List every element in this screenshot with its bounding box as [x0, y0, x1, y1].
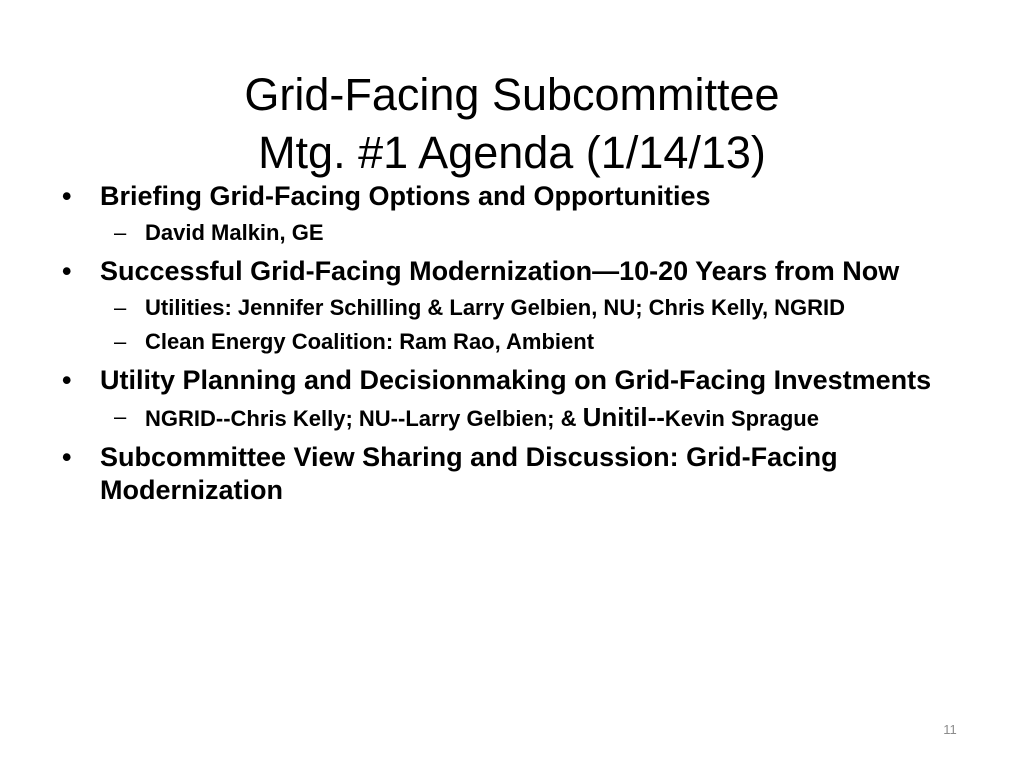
subitem-text: David Malkin, GE	[145, 220, 324, 245]
slide-title	[40, 66, 984, 182]
bullet-icon: •	[62, 181, 72, 211]
subitem-text-part-1: NGRID--Chris Kelly; NU--Larry Gelbien; &	[145, 406, 583, 431]
bullet-icon: •	[62, 365, 72, 395]
agenda-item-planning	[62, 364, 962, 433]
agenda-item-briefing	[62, 180, 962, 247]
agenda-subitem	[100, 294, 962, 322]
agenda-item-text: Utility Planning and Decisionmaking on Grid-Facing Investments	[100, 365, 932, 395]
agenda-subitems	[100, 294, 962, 356]
dash-icon: –	[114, 329, 127, 354]
agenda-item-text: Subcommittee View Sharing and Discussion: Grid-Facing Modernization	[100, 442, 838, 505]
agenda-subitem	[100, 403, 962, 433]
agenda-item-text: Successful Grid-Facing Modernization—10-20 Years from Now	[100, 256, 900, 286]
agenda-item-text: Briefing Grid-Facing Options and Opportunities	[100, 181, 711, 211]
bullet-icon: •	[62, 256, 72, 286]
agenda-subitems	[100, 403, 962, 433]
agenda-subitem	[100, 328, 962, 356]
dash-icon: –	[114, 295, 127, 320]
subitem-text-part-2: Unitil--	[582, 402, 665, 432]
bullet-icon: •	[62, 442, 72, 472]
dash-icon: –	[114, 404, 127, 429]
agenda-item-modernization	[62, 255, 962, 356]
subitem-text: Clean Energy Coalition: Ram Rao, Ambient	[145, 329, 595, 354]
title-line-2: Mtg. #1 Agenda (1/14/13)	[258, 127, 766, 179]
subitem-text: Utilities: Jennifer Schilling & Larry Gelbien, NU; Chris Kelly, NGRID	[145, 295, 846, 320]
agenda-list	[62, 180, 962, 515]
dash-icon: –	[114, 220, 127, 245]
subitem-text-part-3: Kevin Sprague	[664, 406, 819, 431]
agenda-subitems	[100, 219, 962, 247]
title-line-1: Grid-Facing Subcommittee	[244, 69, 780, 121]
agenda-item-discussion	[62, 441, 962, 507]
agenda-subitem	[100, 219, 962, 247]
page-number: 11	[943, 722, 957, 737]
